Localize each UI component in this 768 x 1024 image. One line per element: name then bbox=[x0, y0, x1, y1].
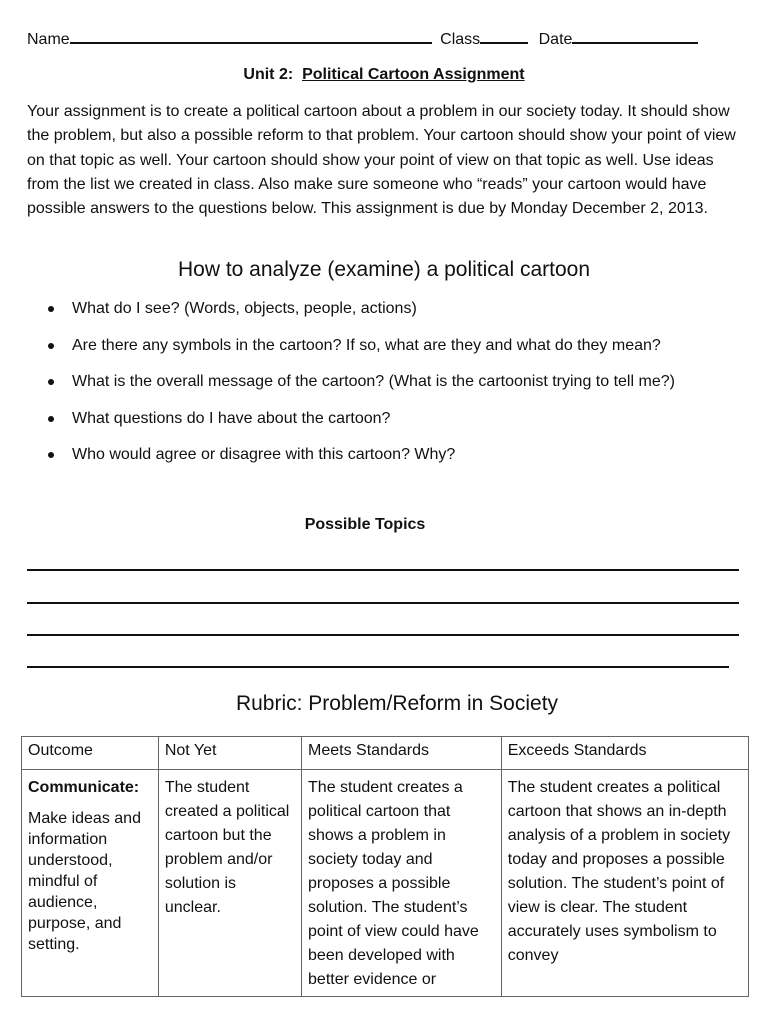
class-label: Class bbox=[440, 31, 481, 48]
column-header-not-yet: Not Yet bbox=[158, 737, 301, 770]
bullet-icon bbox=[48, 452, 54, 458]
name-blank[interactable] bbox=[70, 28, 432, 44]
column-header-meets: Meets Standards bbox=[302, 737, 502, 770]
exceeds-cell: The student creates a political cartoon that shows an in-depth analysis of a problem in society today and proposes a possible solution. The student’s point of view is clear. The student accurately uses symbolism to convey bbox=[501, 770, 748, 997]
list-item: What do I see? (Words, objects, people, actions) bbox=[48, 297, 748, 334]
analysis-heading: How to analyze (examine) a political cartoon bbox=[177, 258, 591, 281]
bullet-icon bbox=[48, 343, 54, 349]
meets-cell: The student creates a political cartoon that shows a problem in society today and proposes a possible solution. The student’s point of view could have been developed with better evidence or bbox=[302, 770, 502, 997]
possible-topics-heading: Possible Topics bbox=[304, 516, 426, 533]
assignment-name: Political Cartoon Assignment bbox=[302, 66, 525, 83]
topic-write-line[interactable] bbox=[27, 634, 739, 636]
assignment-title bbox=[0, 66, 768, 84]
topic-write-line[interactable] bbox=[27, 569, 739, 571]
list-item: Who would agree or disagree with this cartoon? Why? bbox=[48, 443, 748, 480]
table-row bbox=[22, 770, 749, 997]
unit-number: Unit 2: bbox=[243, 66, 294, 83]
assignment-instructions: Your assignment is to create a political cartoon about a problem in our society today. It should show the problem, but also a possible reform to that problem. Your cartoon should show your point of view on that topic as well. Your cartoon should show your point of view on that topic as well. Use ideas from the list we created in class. Also make sure someone who “reads” your cartoon would have possible answers to the questions below. This assignment is due by Monday December 2, 2013. bbox=[27, 103, 736, 218]
column-header-exceeds: Exceeds Standards bbox=[501, 737, 748, 770]
table-header-row bbox=[22, 737, 749, 770]
list-item: Are there any symbols in the cartoon? If so, what are they and what do they mean? bbox=[48, 334, 748, 371]
list-item: What is the overall message of the cartoon? (What is the cartoonist trying to tell me?) bbox=[48, 370, 748, 407]
bullet-icon bbox=[48, 306, 54, 312]
list-item: What questions do I have about the cartoon? bbox=[48, 407, 748, 444]
topic-write-line[interactable] bbox=[27, 602, 739, 604]
outcome-label: Communicate: bbox=[28, 779, 140, 796]
topic-write-line[interactable] bbox=[27, 666, 729, 668]
class-blank[interactable] bbox=[480, 28, 528, 44]
date-label: Date bbox=[538, 31, 573, 48]
date-blank[interactable] bbox=[572, 28, 698, 44]
column-header-outcome: Outcome bbox=[22, 737, 159, 770]
bullet-icon bbox=[48, 379, 54, 385]
rubric-title: Rubric: Problem/Reform in Society bbox=[235, 692, 559, 715]
student-info-header bbox=[27, 28, 737, 49]
analysis-question-list bbox=[48, 297, 748, 480]
rubric-table bbox=[21, 736, 749, 997]
outcome-cell bbox=[22, 770, 159, 997]
name-label: Name bbox=[27, 31, 70, 48]
not-yet-cell: The student created a political cartoon but the problem and/or solution is unclear. bbox=[158, 770, 301, 997]
outcome-description: Make ideas and information understood, mindful of audience, purpose, and setting. bbox=[28, 810, 141, 953]
bullet-icon bbox=[48, 416, 54, 422]
